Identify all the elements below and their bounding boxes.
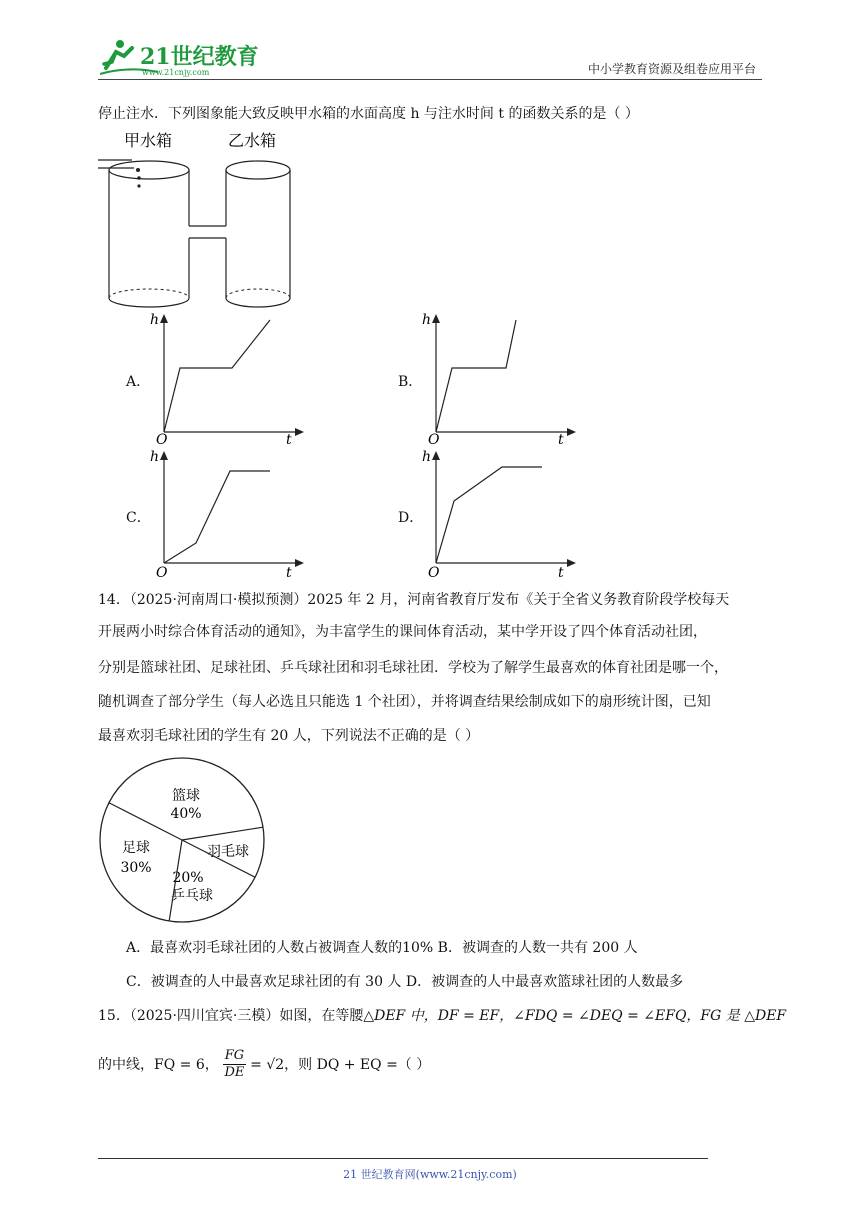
svg-text:www.21cnjy.com: www.21cnjy.com <box>142 68 210 77</box>
option-c-label: C． <box>126 510 151 526</box>
svg-text:O: O <box>156 565 168 581</box>
header-divider <box>98 79 762 80</box>
svg-text:h: h <box>422 312 432 328</box>
platform-name: 中小学教育资源及组卷应用平台 <box>587 62 756 76</box>
svg-text:h: h <box>150 312 160 328</box>
svg-text:21世纪教育: 21世纪教育 <box>140 44 258 70</box>
q15-line-2 <box>98 1048 430 1081</box>
pie-slice-name: 篮球 <box>172 788 200 804</box>
option-b-label: B． <box>398 374 423 390</box>
q14-line-4: 随机调查了部分学生（每人必选且只能选 1 个社团），并将调查结果绘制成如下的扇形统计图，已知 <box>98 694 711 710</box>
svg-text:t: t <box>286 432 292 445</box>
q15-fraction <box>223 1048 246 1081</box>
fraction-numerator: FG <box>224 1048 245 1063</box>
site-logo <box>98 38 258 78</box>
pie-slice-percent: 30% <box>120 860 152 876</box>
pie-slice-percent: 20% <box>172 870 204 886</box>
svg-text:O: O <box>156 432 168 445</box>
pie-slice-percent: 40% <box>170 806 202 822</box>
q14-line-3: 分别是篮球社团、足球社团、乒乓球社团和羽毛球社团．学校为了解学生最喜欢的体育社团是哪一个， <box>98 660 728 676</box>
svg-text:t: t <box>558 565 564 581</box>
tank-diagram <box>98 128 298 317</box>
q14-answer-cd: C．被调查的人中最喜欢足球社团的有 30 人 D．被调查的人中最喜欢篮球社团的人数最多 <box>126 974 684 990</box>
pie-slice-boundary <box>182 827 263 840</box>
footer-divider <box>98 1158 708 1159</box>
graph-option-d <box>420 447 580 586</box>
svg-text:h: h <box>150 449 160 465</box>
svg-text:O: O <box>428 432 440 445</box>
svg-text:甲水箱: 甲水箱 <box>124 131 173 150</box>
svg-text:h: h <box>422 449 432 465</box>
q15-line-1 <box>98 1006 786 1026</box>
footer-text: 21 世纪教育网(www.21cnjy.com) <box>343 1168 517 1181</box>
q14-line-2: 开展两小时综合体育活动的通知》，为丰富学生的课间体育活动，某中学开设了四个体育活动社团， <box>98 624 707 640</box>
option-d-label: D． <box>398 510 424 526</box>
svg-text:t: t <box>558 432 564 445</box>
q14-line-5: 最喜欢羽毛球社团的学生有 20 人，下列说法不正确的是（ ） <box>98 728 480 744</box>
svg-text:乙水箱: 乙水箱 <box>228 131 277 150</box>
q14-answer-ab: A．最喜欢羽毛球社团的人数占被调查人数的10% B．被调查的人数一共有 200 人 <box>126 940 638 956</box>
pie-slice-name: 羽毛球 <box>207 844 249 860</box>
pie-slice-name: 乒乓球 <box>171 888 213 904</box>
q15-source: 15．（2025·四川宜宾·三模）如图，在等腰 <box>98 1008 364 1024</box>
fraction-denominator: DE <box>224 1065 245 1080</box>
graph-option-a <box>148 310 308 449</box>
graph-option-c <box>148 447 308 586</box>
q15-condition: △DEF 中，DF = EF，∠FDQ = ∠DEQ = ∠EFQ，FG 是 △DEF <box>363 1008 787 1024</box>
q15-ask: = √2，则 DQ + EQ =（ ） <box>250 1056 431 1073</box>
q14-line-1: 14．（2025·河南周口·模拟预测）2025 年 2 月，河南省教育厅发布《关于全省义务教育阶段学校每天 <box>98 592 730 608</box>
option-a-label: A． <box>126 374 151 390</box>
q13-intro: 停止注水．下列图象能大致反映甲水箱的水面高度 h 与注水时间 t 的函数关系的是（ ） <box>98 106 639 122</box>
pie-chart <box>96 756 276 940</box>
graph-option-b <box>420 310 580 449</box>
svg-text:t: t <box>286 565 292 581</box>
q15-given: 的中线，FQ = 6， <box>98 1056 219 1073</box>
svg-text:O: O <box>428 565 440 581</box>
pie-slice-name: 足球 <box>122 840 150 856</box>
